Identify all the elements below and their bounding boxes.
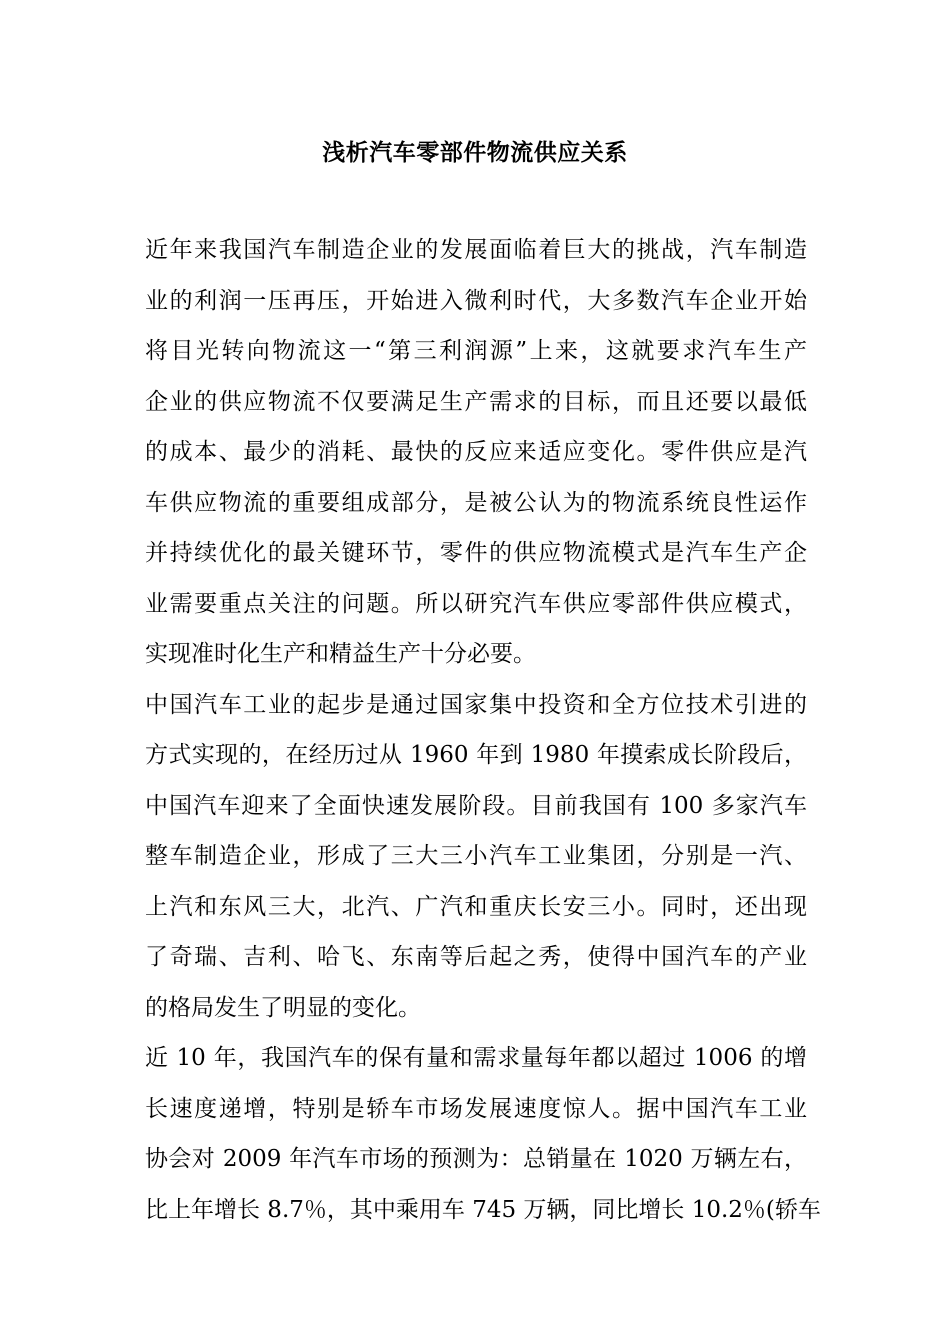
text-line: 近 10 年，我国汽车的保有量和需求量每年都以超过 1006 的增 bbox=[145, 1045, 807, 1071]
text-line: 企业的供应物流不仅要满足生产需求的目标，而且还要以最低 bbox=[145, 389, 807, 415]
text-line: 近年来我国汽车制造企业的发展面临着巨大的挑战，汽车制造 bbox=[145, 237, 807, 263]
text-line: 业需要重点关注的问题。所以研究汽车供应零部件供应模式， bbox=[145, 591, 807, 617]
text-line: 实现准时化生产和精益生产十分必要。 bbox=[145, 641, 536, 667]
text-line: 的成本、最少的消耗、最快的反应来适应变化。零件供应是汽 bbox=[145, 439, 807, 465]
text-line: 车供应物流的重要组成部分，是被公认为的物流系统良性运作 bbox=[145, 490, 807, 516]
text-line: 上汽和东风三大，北汽、广汽和重庆长安三小。同时，还出现 bbox=[145, 894, 807, 920]
text-line: 的格局发生了明显的变化。 bbox=[145, 995, 421, 1021]
text-line: 方式实现的，在经历过从 1960 年到 1980 年摸索成长阶段后， bbox=[145, 742, 807, 768]
text-line: 中国汽车迎来了全面快速发展阶段。目前我国有 100 多家汽车 bbox=[145, 793, 807, 819]
text-line: 将目光转向物流这一“第三利润源”上来，这就要求汽车生产 bbox=[145, 338, 807, 364]
text-line: 中国汽车工业的起步是通过国家集中投资和全方位技术引进的 bbox=[145, 692, 807, 718]
text-line: 长速度递增，特别是轿车市场发展速度惊人。据中国汽车工业 bbox=[145, 1096, 807, 1122]
text-line: 并持续优化的最关键环节，零件的供应物流模式是汽车生产企 bbox=[145, 540, 807, 566]
document-title: 浅析汽车零部件物流供应关系 bbox=[322, 139, 628, 166]
text-line: 业的利润一压再压，开始进入微利时代，大多数汽车企业开始 bbox=[145, 288, 807, 314]
text-line: 协会对 2009 年汽车市场的预测为：总销量在 1020 万辆左右， bbox=[145, 1146, 807, 1172]
text-line: 了奇瑞、吉利、哈飞、东南等后起之秀，使得中国汽车的产业 bbox=[145, 944, 807, 970]
text-line: 比上年增长 8.7％，其中乘用车 745 万辆，同比增长 10.2％(轿车 bbox=[145, 1197, 821, 1223]
text-line: 整车制造企业，形成了三大三小汽车工业集团，分别是一汽、 bbox=[145, 843, 807, 869]
